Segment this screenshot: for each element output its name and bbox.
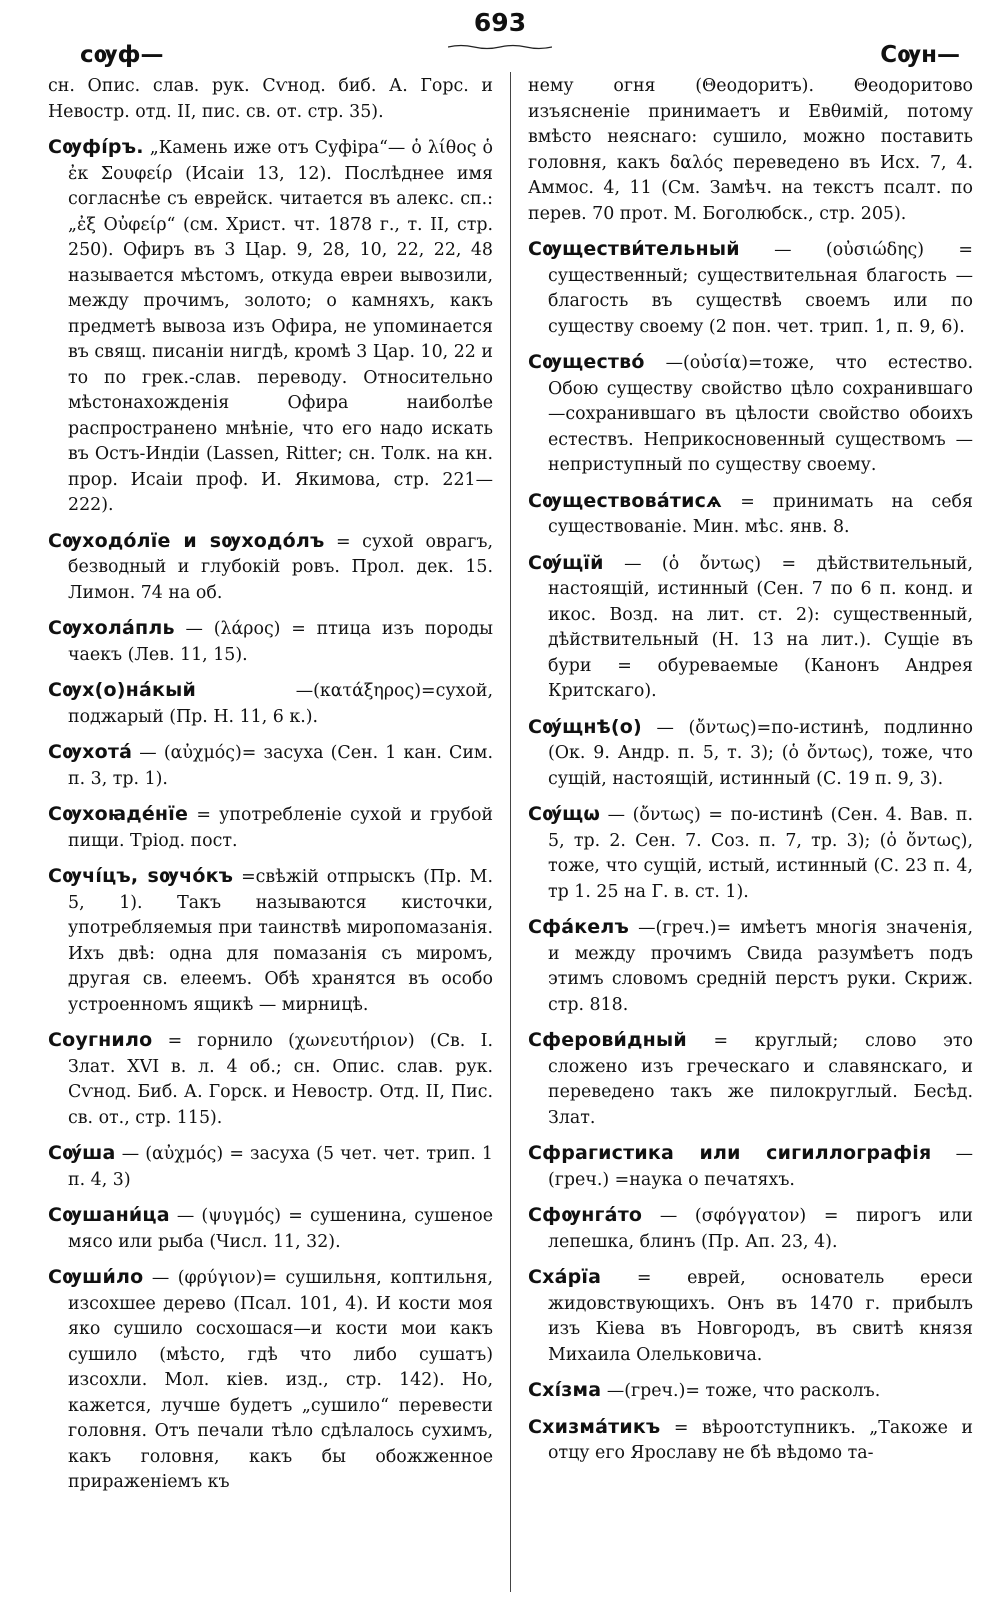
entry-headword: Сѹшани́ца: [48, 1204, 170, 1226]
entry-definition: — (λάρος) = птица изъ породы чаекъ (Лев. 11, 15).: [68, 619, 493, 665]
entry-definition: —(οὐσία)=тоже, что естество. Обою существу свойство цѣло сохранившаго—сохранившаго въ цѣлости свойство обоихъ естествъ. Неприкосновенный существомъ — неприступный по существу своему.: [548, 353, 974, 475]
entry-headword: Сѹ́ша: [48, 1142, 116, 1164]
entry-definition: = круглый; слово это сложено изъ греческаго и славянскаго, и переведено такъ же пилокруглый. Бесѣд. Злат.: [548, 1031, 973, 1128]
entry-definition: = употребленіе сухой и грубой пищи. Тріод. пост.: [68, 805, 494, 851]
right-column: [528, 74, 973, 1477]
entry-headword: Сферови́дный: [528, 1029, 687, 1051]
dictionary-entry: [48, 74, 493, 125]
dictionary-entry: [528, 1265, 973, 1368]
dictionary-entry: [528, 1203, 973, 1255]
left-column: [48, 74, 493, 1506]
dictionary-entry: [48, 616, 493, 668]
entry-definition: — (ὄντως)=по-истинѣ, подлинно (Ок. 9. Андр. п. 5, т. 3); (ὁ ὄντως), тоже, что сущій, настоящій, истинный (С. 19 п. 9, 3).: [548, 717, 973, 789]
entry-definition: = вѣроотступникъ. „Такоже и отцу его Ярославу не бѣ вѣдомо та-: [548, 1417, 974, 1463]
entry-headword: Схизма́тикъ: [528, 1415, 661, 1438]
dictionary-entry: [528, 551, 973, 705]
entry-definition: —(κατάξηρος)=сухой, поджарый (Пр. Н. 11, 6 к.).: [68, 681, 493, 727]
dictionary-entry: [48, 740, 493, 792]
dictionary-entry: [528, 237, 973, 340]
entry-headword: Сѹхоꙗде́нїе: [48, 803, 189, 825]
dictionary-entry: [528, 1141, 973, 1193]
entry-headword: Сѹх(о)на́кый: [48, 679, 196, 701]
entry-definition: сн. Опис. слав. рук. Сѵнод. биб. А. Горс. и Невостр. отд. II, пис. св. от. стр. 35).: [48, 76, 493, 122]
dictionary-entry: [48, 1203, 493, 1255]
dictionary-entry: [48, 529, 493, 607]
entry-definition: = еврей, основатель ереси жидовствующихъ. Онъ въ 1470 г. прибылъ изъ Кіева въ Новгородъ, въ свитѣ князя Михаила Олельковича.: [548, 1268, 973, 1365]
dictionary-entry: [528, 715, 973, 793]
entry-headword: Сфа́келъ: [528, 916, 629, 938]
dictionary-entry: [48, 864, 493, 1018]
entry-definition: —(греч.)= тоже, что расколъ.: [606, 1381, 881, 1401]
entry-headword: Сѹществова́тисѧ: [528, 489, 723, 512]
dictionary-entry: [48, 1265, 493, 1496]
entry-headword: Сѹществи́тельный: [528, 238, 740, 260]
page-number: 693: [473, 8, 527, 37]
dictionary-entry: [528, 802, 973, 905]
entry-definition: = принимать на себя существованіе. Мин. мѣс. янв. 8.: [548, 491, 974, 537]
dictionary-entry: [528, 1415, 973, 1467]
dictionary-entry: [528, 915, 973, 1018]
entry-headword: Сѹхола́пль: [48, 617, 175, 639]
entry-headword: Сфѹнга́то: [528, 1204, 643, 1226]
entry-definition: „Камень иже отъ Суфіра“— ὁ λίθος ὁ ἐκ Σουφείρ (Исаіи 13, 12). Послѣднее имя согласнѣе съ еврейск. читается въ алекс. сп.: „ἐξ Οὐφείρ“ (см. Христ. чт. 1878 г., т. II, стр. 250). Офиръ въ 3 Цар. 9, 28, 10, 22, 22, 48 называется мѣстомъ, откуда евреи вывозили, между прочимъ, золото; о камняхъ, какъ предметѣ вывоза изъ Офира, не упоминается въ свящ. писаніи нигдѣ, кромѣ 3 Цар. 10, 22 и то по грек.-слав. переводу. Относительно мѣстонахожденія Офира наиболѣе распространено мнѣніе, что его надо искать въ Остъ-Индіи (Lassen, Ritter; сн. Толк. на кн. прор. Исаіи проф. И. Якимова, стр. 221—222).: [68, 138, 493, 515]
entry-headword: Сѹфі́ръ.: [48, 136, 144, 158]
dictionary-entry: [528, 1378, 973, 1405]
dictionary-entry: [528, 489, 973, 541]
entry-headword: Сѹхота́: [48, 741, 133, 763]
entry-headword: Соугнило: [48, 1029, 153, 1051]
running-head-left: сѹф—: [80, 42, 164, 68]
entry-definition: — (οὐσιώδης) = существенный; существительная благость —благость въ существѣ своемъ или по существу своему (2 пон. чет. трип. 1, п. 9, 6).: [548, 240, 973, 337]
running-head-right: Сѹн—: [880, 42, 960, 68]
entry-headword: Сѹ́щїй: [528, 551, 604, 574]
dictionary-entry: [528, 74, 973, 227]
entry-definition: — (αὐχμός) = засуха (5 чет. чет. трип. 1 п. 4, 3): [68, 1144, 493, 1190]
dictionary-entry: [48, 135, 493, 519]
dictionary-entry: [528, 350, 973, 479]
dictionary-entry: [48, 1028, 493, 1131]
entry-definition: = горнило (χωνευτήριον) (Св. І. Злат. XVI в. л. 4 об.; сн. Опис. слав. рук. Сѵнод. Биб. А. Горск. и Невостр. Отд. II, Пис. св. от., стр. 115).: [68, 1031, 493, 1128]
entry-headword: Сѹ́щѡ: [528, 803, 601, 825]
dictionary-entry: [48, 678, 493, 730]
entry-headword: Сха́рїа: [528, 1266, 602, 1288]
entry-definition: =свѣжій отпрыскъ (Пр. М. 5, 1). Такъ называются кисточки, употребляемыя при таинствѣ миропомазанія. Ихъ двѣ: одна для помазанія съ миромъ, другая св. елеемъ. Обѣ хранятся въ особо устроенномъ ящикѣ — мирницѣ.: [68, 867, 493, 1015]
entry-headword: Схі́зма: [528, 1379, 602, 1401]
entry-headword: Сфрагистика или сигиллографія: [528, 1142, 932, 1164]
column-divider: [510, 72, 511, 1592]
ornamental-rule: [448, 44, 552, 50]
entry-definition: = сухой оврагъ, безводный и глубокій ровъ. Прол. дек. 15. Лимон. 74 на об.: [68, 531, 493, 603]
entry-headword: Сѹходо́лїе и ѕѹходо́лъ: [48, 529, 325, 552]
entry-definition: — (σφόγγατον) = пирогъ или лепешка, блинъ (Пр. Ап. 23, 4).: [548, 1206, 974, 1252]
entry-definition: —(греч.)= имѣетъ многія значенія, и между прочимъ Свида разумѣетъ подъ этимъ словомъ средній перстъ руки. Скриж. стр. 818.: [548, 918, 973, 1015]
entry-headword: Сѹчі́цъ, ѕѹчо́къ: [48, 865, 234, 887]
entry-headword: Сѹ́щнѣ(о): [528, 715, 642, 738]
dictionary-entry: [48, 802, 493, 854]
entry-definition: — (ὄντως) = по-истинѣ (Сен. 4. Вав. п. 5, тр. 2. Сен. 7. Соз. п. 7, тр. 3); (ὁ ὄντως), тоже, что сущій, истый, истинный (С. 23 п. 4, тр 1. 25 на Г. в. ст. 1).: [548, 805, 973, 902]
entry-definition: — (αὐχμός)= засуха (Сен. 1 кан. Сим. п. 3, тр. 1).: [68, 743, 493, 789]
entry-headword: Сѹши́ло: [48, 1266, 144, 1288]
dictionary-entry: [48, 1141, 493, 1193]
entry-definition: — (φρύγιον)= сушильня, коптильня, изсохшее дерево (Псал. 101, 4). И кости моя яко сушило сосхошася—и кости мои какъ сушило (мѣсто, гдѣ что либо сушатъ) изсохли. Мол. кіев. изд., стр. 142). Но, кажется, лучше будетъ „сушило“ перевести головня. Отъ печали тѣло сдѣлалось сухимъ, какъ головня, какъ бы обожженное прираженіемъ къ: [68, 1268, 493, 1492]
entry-definition: нему огня (Θеодоритъ). Θеодоритово изъясненіе принимаетъ и Евθимій, потому вмѣсто неяснаго: сушило, можно поставить головня, какъ δαλός переведено въ Исх. 7, 4. Аммос. 4, 11 (См. Замѣч. на текстъ псалт. по перев. 70 прот. М. Боголюбск., стр. 205).: [528, 76, 973, 224]
entry-definition: — (ψυγμός) = сушенина, сушеное мясо или рыба (Числ. 11, 32).: [68, 1206, 493, 1252]
entry-definition: — (ὁ ὄντως) = дѣйствительный, настоящій, истинный (Сен. 7 по 6 п. конд. и икос. Возд. на лит. ст. 2): существенный, дѣйствительный (Н. 13 на лит.). Сущіе въ бури = обуреваемые (Канонъ Андрея Критскаго).: [548, 553, 973, 701]
entry-headword: Сѹщество́: [528, 351, 645, 373]
entry-definition: —(греч.) =наука о печатяхъ.: [548, 1144, 974, 1190]
dictionary-entry: [528, 1028, 973, 1131]
